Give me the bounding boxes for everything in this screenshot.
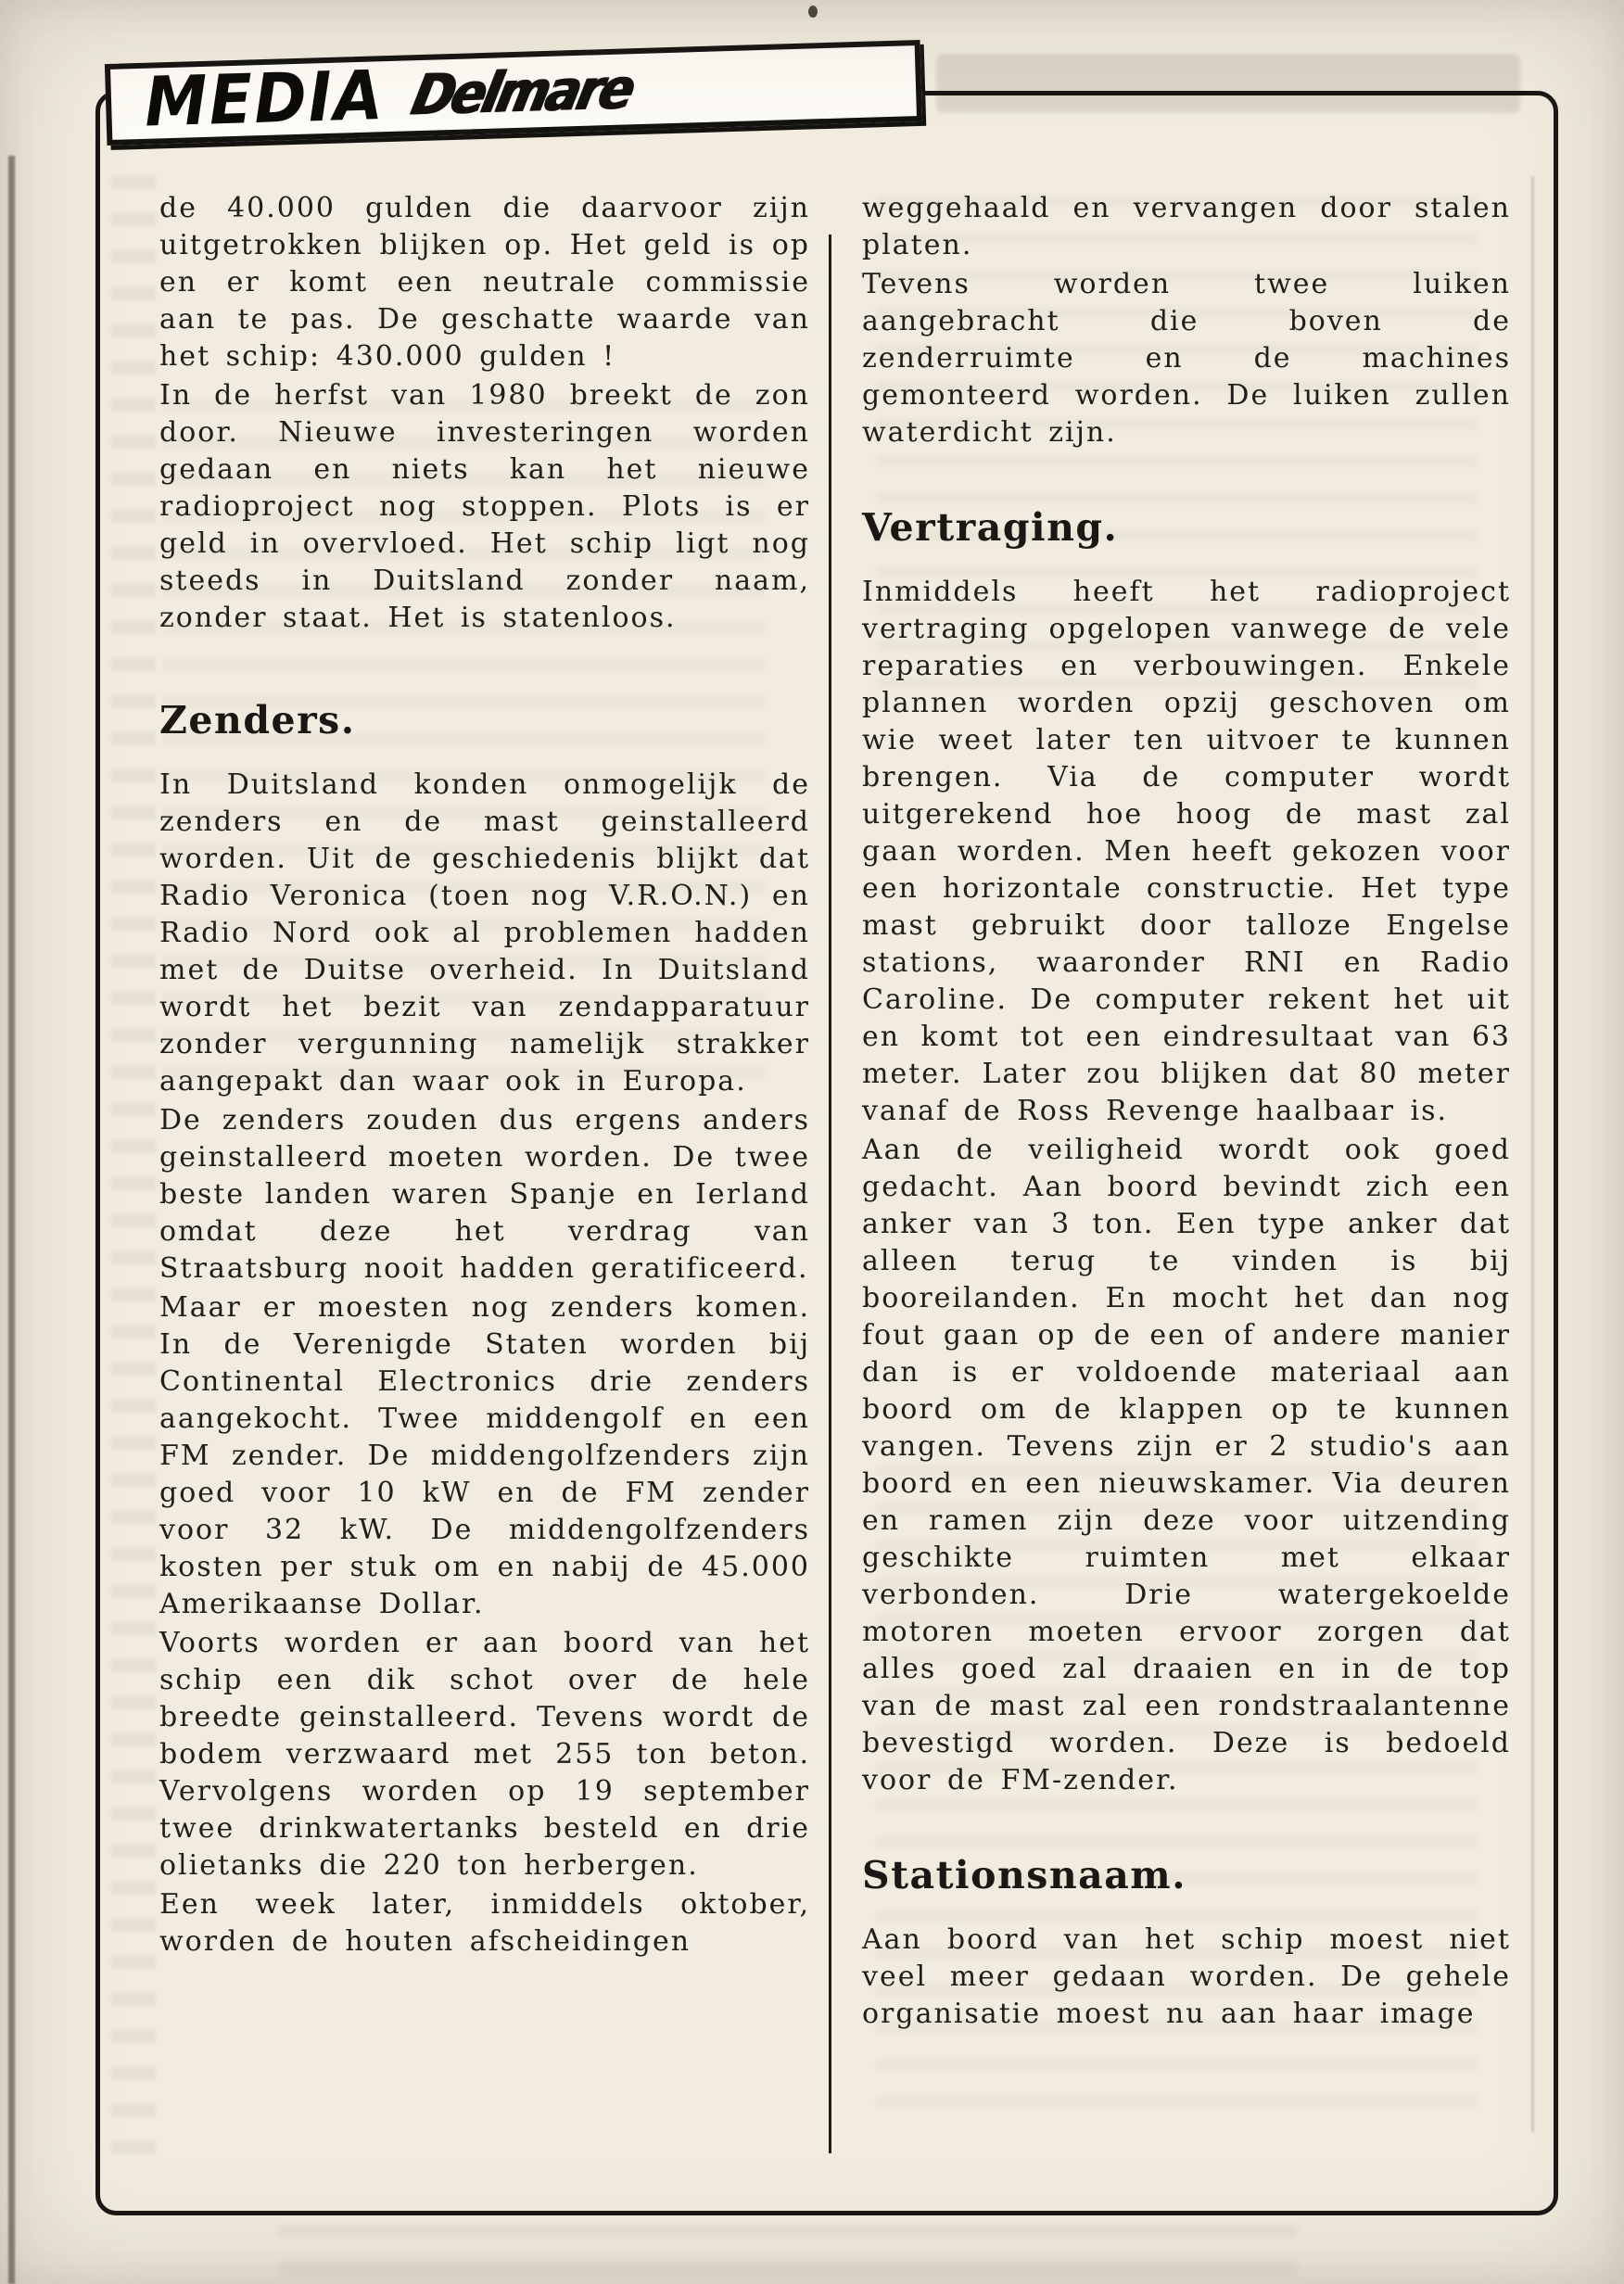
body-paragraph: In de herfst van 1980 breekt de zon door. Nieuwe investeringen worden gedaan en niets kan het nieuwe radioproject nog stoppen. Plots is er geld in overvloed. Het schip ligt nog steeds in Duitsland zonder naam, zonder staat. Het is statenloos. <box>159 379 810 634</box>
article-column-left <box>159 190 810 1962</box>
body-paragraph: weggehaald en vervangen door stalen platen. <box>862 192 1511 261</box>
article-column-right <box>862 190 1511 2035</box>
body-paragraph: Een week later, inmiddels oktober, worden de houten afscheidingen <box>159 1888 810 1958</box>
article-frame <box>95 91 1558 2215</box>
column-divider-rule <box>829 235 831 2153</box>
body-paragraph: Aan de veiligheid wordt ook goed gedacht. Aan boord bevindt zich een anker van 3 ton. Een type anker dat alleen terug te vinden is bij booreilanden. En mocht het dan nog fout gaan op de een of andere manier dan is er voldoende materiaal aan boord om de klappen op te kunnen vangen. Tevens zijn er 2 studio's aan boord en een nieuwskamer. Via deuren en ramen zijn deze voor uitzending geschikte ruimten met elkaar verbonden. Drie watergekoelde motoren moeten ervoor zorgen dat alles goed zal draaien en in de top van de mast zal een rondstraalantenne bevestigd worden. Deze is bedoeld voor de FM-zender. <box>862 1134 1511 1796</box>
ink-speck <box>808 6 818 18</box>
body-paragraph: Maar er moesten nog zenders komen. In de Verenigde Staten worden bij Continental Electronics drie zenders aangekocht. Twee middengolf en een FM zender. De middengolfzenders zijn goed voor 10 kW en de FM zender voor 32 kW. De middengolfzenders kosten per stuk om en nabij de 45.000 Amerikaanse Dollar. <box>159 1291 810 1620</box>
body-paragraph: De zenders zouden dus ergens anders geinstalleerd moeten worden. De twee beste landen waren Spanje en Ierland omdat deze het verdrag van Straatsburg nooit hadden geratificeerd. <box>159 1104 810 1285</box>
logo-media-wordmark: MEDIA <box>143 56 386 143</box>
body-paragraph: de 40.000 gulden die daarvoor zijn uitgetrokken blijken op. Het geld is op en er komt een neutrale commissie aan te pas. De geschatte waarde van het schip: 430.000 gulden ! <box>159 192 810 373</box>
section-heading: Stationsnaam. <box>862 1853 1186 1897</box>
body-paragraph: Tevens worden twee luiken aangebracht die boven de zenderruimte en de machines gemonteerd worden. De luiken zullen waterdicht zijn. <box>862 268 1511 449</box>
logo-delmare-wordmark: Delmare <box>404 56 638 129</box>
scanner-edge-shadow <box>8 156 15 2284</box>
body-paragraph: Inmiddels heeft het radioproject vertraging opgelopen vanwege de vele reparaties en verbouwingen. Enkele plannen worden opzij geschoven om wie weet later ten uitvoer te kunnen brengen. Via de computer wordt uitgerekend hoe hoog de mast zal gaan worden. Men heeft gekozen voor een horizontale constructie. Het type mast gebruikt door talloze Engelse stations, waaronder RNI en Radio Caroline. De computer rekent het uit en komt tot een eindresultaat van 63 meter. Later zou blijken dat 80 meter vanaf de Ross Revenge haalbaar is. <box>862 576 1511 1127</box>
section-heading: Vertraging. <box>862 505 1119 550</box>
bleed-through-bottom <box>278 2225 1298 2277</box>
body-paragraph: Voorts worden er aan boord van het schip een dik schot over de hele breedte geinstalleerd. Tevens wordt de bodem verzwaard met 255 ton beton. Vervolgens worden op 19 september twee drinkwatertanks besteld en drie olietanks die 220 ton herbergen. <box>159 1627 810 1882</box>
section-heading: Zenders. <box>159 698 356 742</box>
body-paragraph: In Duitsland konden onmogelijk de zenders en de mast geinstalleerd worden. Uit de geschiedenis blijkt dat Radio Veronica (toen nog V.R.O.N.) en Radio Nord ook al problemen hadden met de Duitse overheid. In Duitsland wordt het bezit van zendapparatuur zonder vergunning namelijk strakker aangepakt dan waar ook in Europa. <box>159 768 810 1098</box>
body-paragraph: Aan boord van het schip moest niet veel meer gedaan worden. De gehele organisatie moest nu aan haar image <box>862 1923 1511 2030</box>
